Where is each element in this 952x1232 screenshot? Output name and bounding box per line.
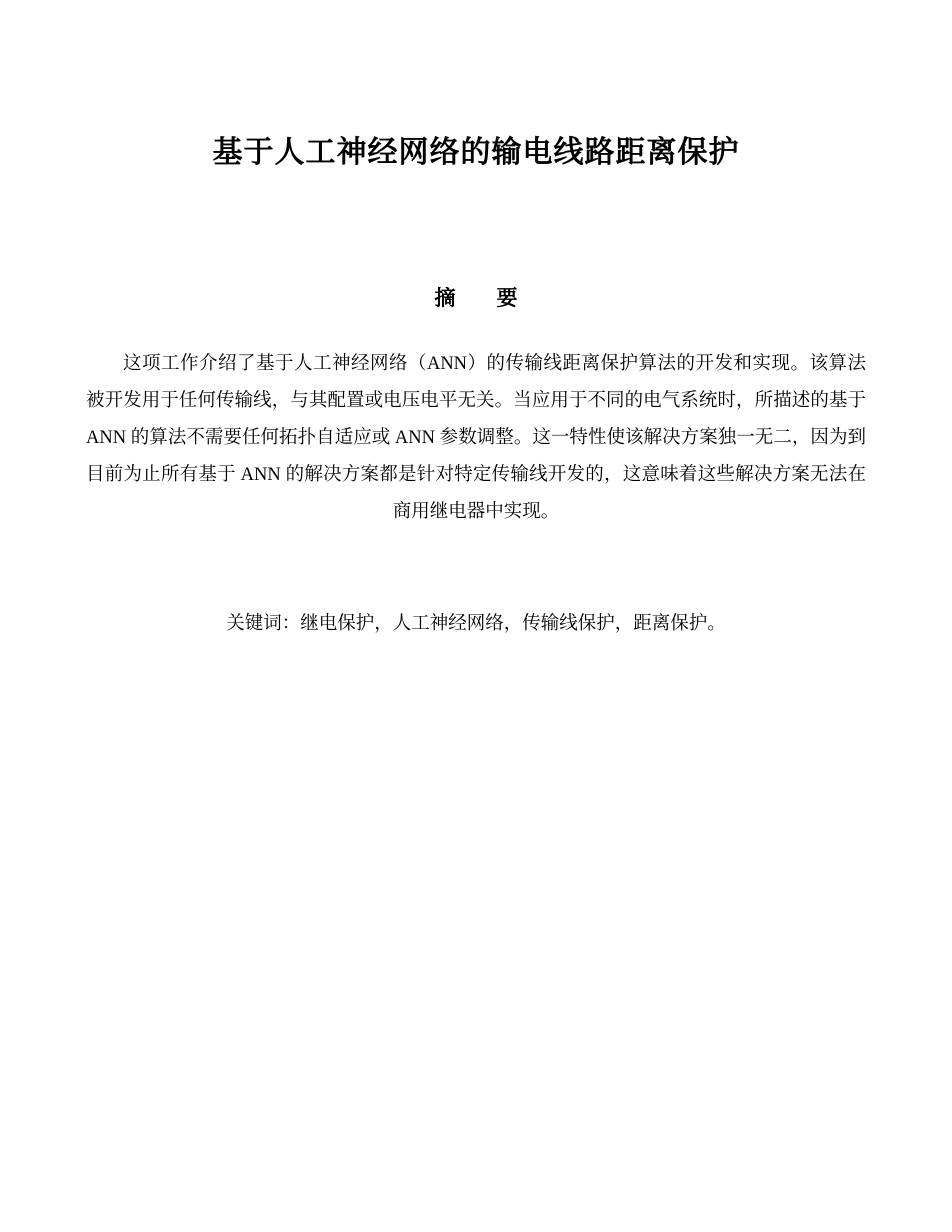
keywords-line: 关键词：继电保护，人工神经网络，传输线保护，距离保护。 [226,614,726,634]
abstract-paragraph: 这项工作介绍了基于人工神经网络（ANN）的传输线距离保护算法的开发和实现。该算法被开发用于任何传输线，与其配置或电压电平无关。当应用于不同的电气系统时，所描述的基于 ANN 的算法不需要任何拓扑自适应或 ANN 参数调整。这一特性使该解决方案独一无二，因为到目前为止所有基于 ANN 的解决方案都是针对特定传输线开发的，这意味着这些解决方案无法在商用继电器中实现。 [86,354,866,522]
abstract-heading: 摘 要 [434,286,528,310]
page-title: 基于人工神经网络的输电线路距离保护 [212,136,740,169]
